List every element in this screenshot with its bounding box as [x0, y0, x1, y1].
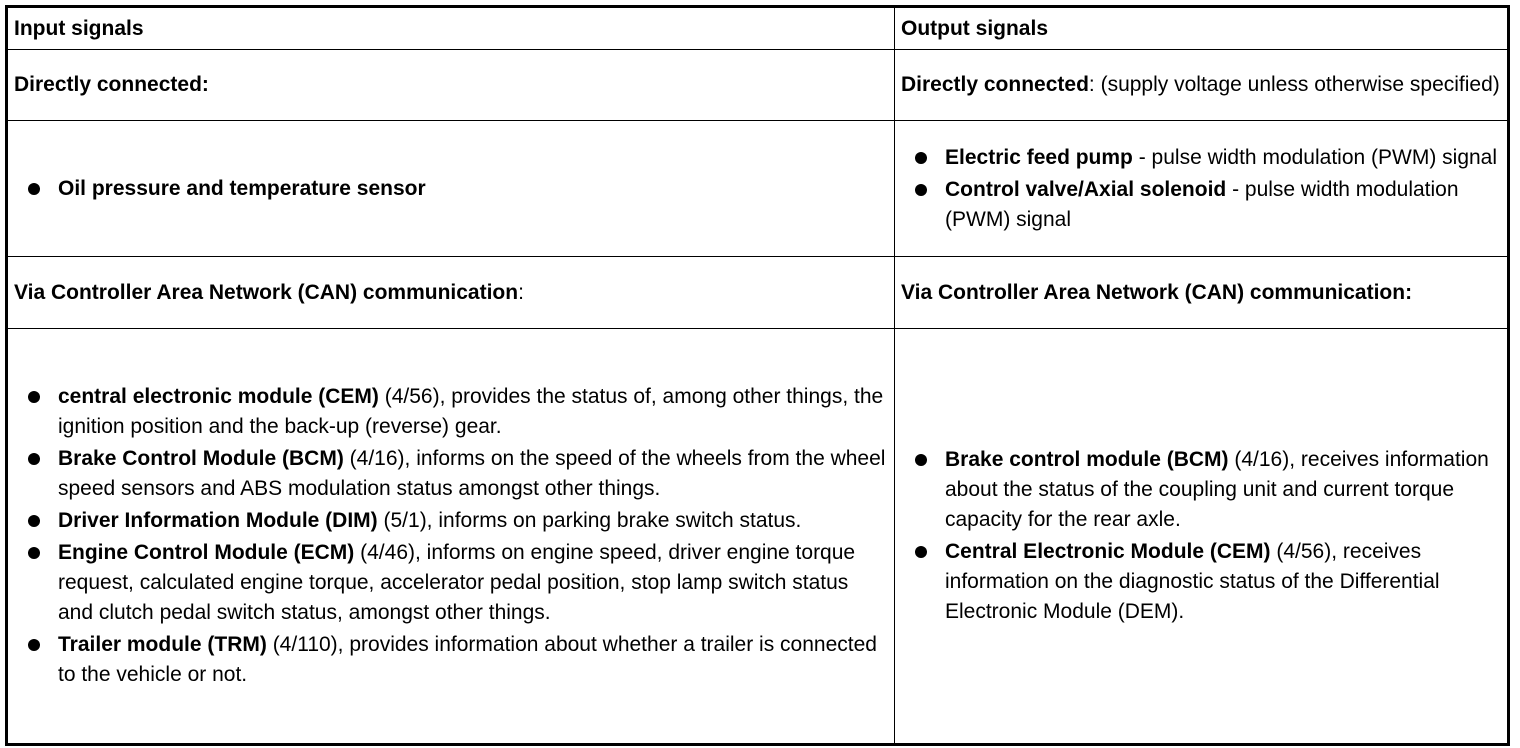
- item-name: Oil pressure and temperature sensor: [58, 176, 426, 200]
- signals-table: [5, 5, 1510, 746]
- direct-outputs-list: [901, 143, 1501, 235]
- header-row: [7, 7, 1509, 50]
- list-item: [945, 445, 1501, 535]
- direct-inputs-cell: [7, 121, 895, 257]
- output-can-heading: Via Controller Area Network (CAN) communication:: [895, 257, 1509, 329]
- direct-outputs-cell: [895, 121, 1509, 257]
- input-can-heading: [7, 257, 895, 329]
- item-desc: (4/56), receives information on the diagnostic status of the Differential Electronic Module (DEM).: [945, 540, 1440, 623]
- can-outputs-cell: [895, 329, 1509, 745]
- item-name: Control valve/Axial solenoid: [945, 177, 1227, 201]
- can-heading-row: [7, 257, 1509, 329]
- output-direct-heading-note: : (supply voltage unless otherwise specified): [1088, 73, 1500, 96]
- input-signals-header: Input signals: [7, 7, 895, 50]
- can-outputs-list: [901, 445, 1501, 627]
- item-name: Engine Control Module (ECM): [58, 541, 355, 564]
- list-item: [945, 175, 1501, 235]
- output-direct-heading-bold: Directly connected: [901, 73, 1089, 96]
- list-item: [58, 538, 888, 628]
- item-desc: (4/46), informs on engine speed, driver engine torque request, calculated engine torque, accelerator pedal position, stop lamp switch status and clutch pedal switch status, amongst other things.: [58, 541, 856, 624]
- can-items-row: [7, 329, 1509, 745]
- list-item: [58, 174, 888, 204]
- item-desc: (4/56), provides the status of, among other things, the ignition position and the back-up (reverse) gear.: [58, 385, 884, 438]
- item-name: central electronic module (CEM): [58, 385, 379, 408]
- item-desc: (5/1), informs on parking brake switch status.: [377, 509, 802, 532]
- output-direct-heading: [895, 50, 1509, 121]
- item-name: Trailer module (TRM): [58, 633, 267, 656]
- input-direct-heading: Directly connected:: [7, 50, 895, 121]
- direct-inputs-list: [14, 174, 888, 204]
- list-item: [58, 382, 888, 442]
- item-desc: (4/16), receives information about the status of the coupling unit and current torque capacity for the rear axle.: [945, 448, 1489, 531]
- item-desc: (4/110), provides information about whether a trailer is connected to the vehicle or not.: [58, 633, 877, 686]
- can-inputs-cell: [7, 329, 895, 745]
- item-desc: (4/16), informs on the speed of the wheels from the wheel speed sensors and ABS modulation status amongst other things.: [58, 447, 886, 500]
- item-name: Driver Information Module (DIM): [58, 509, 378, 532]
- can-inputs-list: [14, 382, 888, 690]
- item-desc: - pulse width modulation (PWM) signal: [945, 177, 1459, 231]
- item-name: Brake control module (BCM): [945, 448, 1229, 471]
- direct-items-row: [7, 121, 1509, 257]
- direct-heading-row: [7, 50, 1509, 121]
- item-name: Electric feed pump: [945, 145, 1133, 169]
- item-name: Central Electronic Module (CEM): [945, 540, 1271, 563]
- output-signals-header: Output signals: [895, 7, 1509, 50]
- list-item: [945, 143, 1501, 173]
- list-item: [945, 537, 1501, 627]
- list-item: [58, 630, 888, 690]
- input-can-heading-colon: :: [518, 280, 524, 304]
- list-item: [58, 444, 888, 504]
- input-can-heading-bold: Via Controller Area Network (CAN) communication: [14, 280, 519, 304]
- item-name: Brake Control Module (BCM): [58, 447, 344, 470]
- item-desc: - pulse width modulation (PWM) signal: [1132, 145, 1498, 169]
- list-item: [58, 506, 888, 536]
